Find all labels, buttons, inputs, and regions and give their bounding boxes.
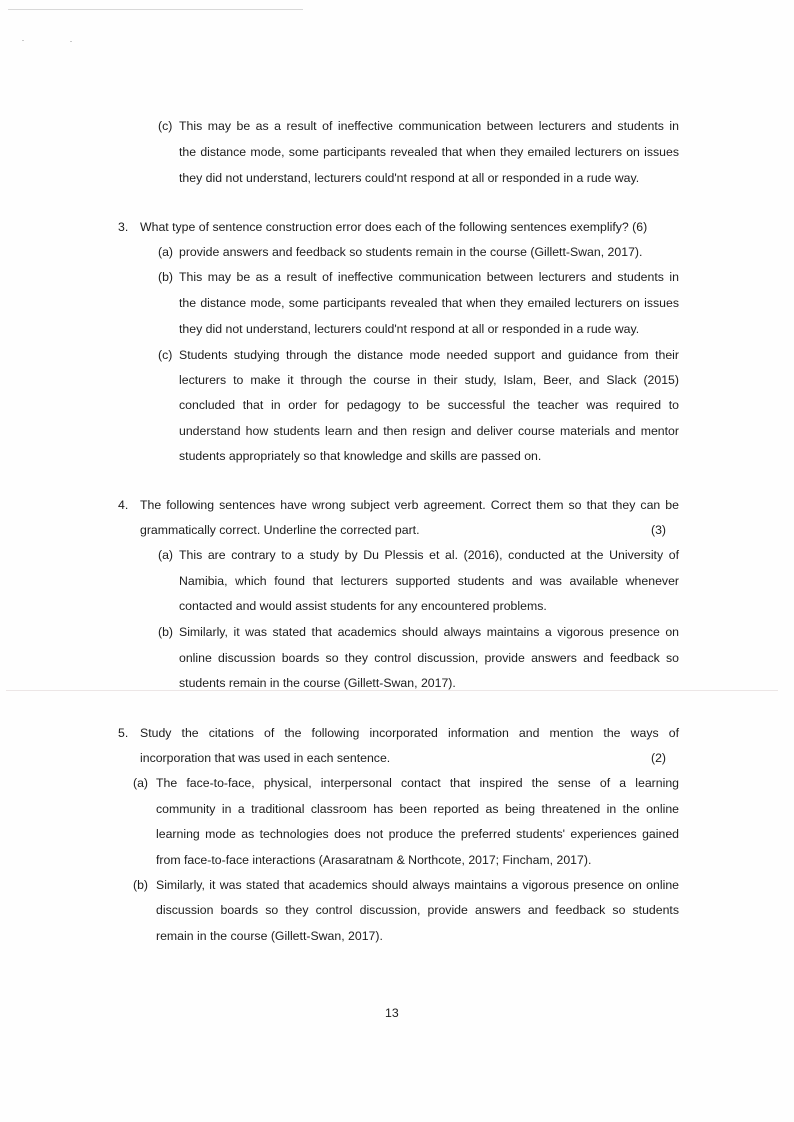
item-text-line: from face-to-face interactions (Arasaratnam & Northcote, 2017; Fincham, 2017). xyxy=(156,853,592,867)
item-text-line: This may be as a result of ineffective communication between lecturers and students in xyxy=(179,270,679,284)
item-text-line: they did not understand, lecturers could'nt respond at all or responded in a rude way. xyxy=(179,322,640,336)
item-marker: (b) xyxy=(133,878,149,892)
item-text-line: the distance mode, some participants revealed that when they emailed lecturers on issues xyxy=(179,145,679,159)
scan-speck xyxy=(22,40,24,41)
item-text-line: Namibia, which found that lecturers supported students and was available whenever xyxy=(179,574,679,588)
item-text-line: contacted and would assist students for any encountered problems. xyxy=(179,599,547,613)
scan-speck xyxy=(70,41,72,42)
item-text-line: online discussion boards so they control discussion, provide answers and feedback so xyxy=(179,651,679,665)
item-text-line: students remain in the course (Gillett-Swan, 2017). xyxy=(179,676,456,690)
item-text-line: learning mode as technologies does not produce the preferred students' experiences gained xyxy=(156,827,679,841)
item-marker: (a) xyxy=(158,548,174,562)
item-text-line: they did not understand, lecturers could'nt respond at all or responded in a rude way. xyxy=(179,171,640,185)
item-text-line: students appropriately so that knowledge and skills are passed on. xyxy=(179,449,542,463)
scan-artifact-rule xyxy=(6,690,778,691)
item-text-line: This may be as a result of ineffective communication between lecturers and students in xyxy=(179,119,679,133)
item-text-line: The face-to-face, physical, interpersonal contact that inspired the sense of a learning xyxy=(156,776,679,790)
item-text-line: remain in the course (Gillett-Swan, 2017). xyxy=(156,929,383,943)
item-text-line: This are contrary to a study by Du Plessis et al. (2016), conducted at the University of xyxy=(179,548,679,562)
item-text-line: community in a traditional classroom has been reported as being threatened in the online xyxy=(156,802,679,816)
question-text-line: The following sentences have wrong subject verb agreement. Correct them so that they can be xyxy=(140,498,679,512)
question-number: 4. xyxy=(118,498,129,512)
item-marker: (a) xyxy=(158,245,174,259)
question-number: 5. xyxy=(118,726,129,740)
item-marker: (b) xyxy=(158,270,174,284)
item-text-line: Similarly, it was stated that academics should always maintains a vigorous presence on xyxy=(179,625,679,639)
question-text-line: What type of sentence construction error does each of the following sentences exemplify? (6) xyxy=(140,220,648,234)
question-text-line: Study the citations of the following incorporated information and mention the ways of xyxy=(140,726,679,740)
question-text-line: incorporation that was used in each sentence. xyxy=(140,751,391,765)
item-text-line: discussion boards so they control discussion, provide answers and feedback so students xyxy=(156,903,679,917)
mark-allocation: (3) xyxy=(651,523,667,537)
page-number: 13 xyxy=(385,1006,399,1020)
item-marker: (a) xyxy=(133,776,149,790)
item-marker: (b) xyxy=(158,625,174,639)
item-marker: (c) xyxy=(158,348,173,362)
question-text-line: grammatically correct. Underline the corrected part. xyxy=(140,523,420,537)
scan-artifact-top xyxy=(8,9,303,10)
item-text-line: provide answers and feedback so students remain in the course (Gillett-Swan, 2017). xyxy=(179,245,643,259)
item-text-line: the distance mode, some participants revealed that when they emailed lecturers on issues xyxy=(179,296,679,310)
item-marker: (c) xyxy=(158,119,173,133)
mark-allocation: (2) xyxy=(651,751,667,765)
item-text-line: Similarly, it was stated that academics should always maintains a vigorous presence on online xyxy=(156,878,679,892)
item-text-line: Students studying through the distance mode needed support and guidance from their xyxy=(179,348,679,362)
item-text-line: lecturers to make it through the course in their study, Islam, Beer, and Slack (2015) xyxy=(179,373,679,387)
item-text-line: concluded that in order for pedagogy to be successful the teacher was required to xyxy=(179,398,679,412)
item-text-line: understand how students learn and then resign and deliver course materials and mentor xyxy=(179,424,679,438)
question-number: 3. xyxy=(118,220,129,234)
